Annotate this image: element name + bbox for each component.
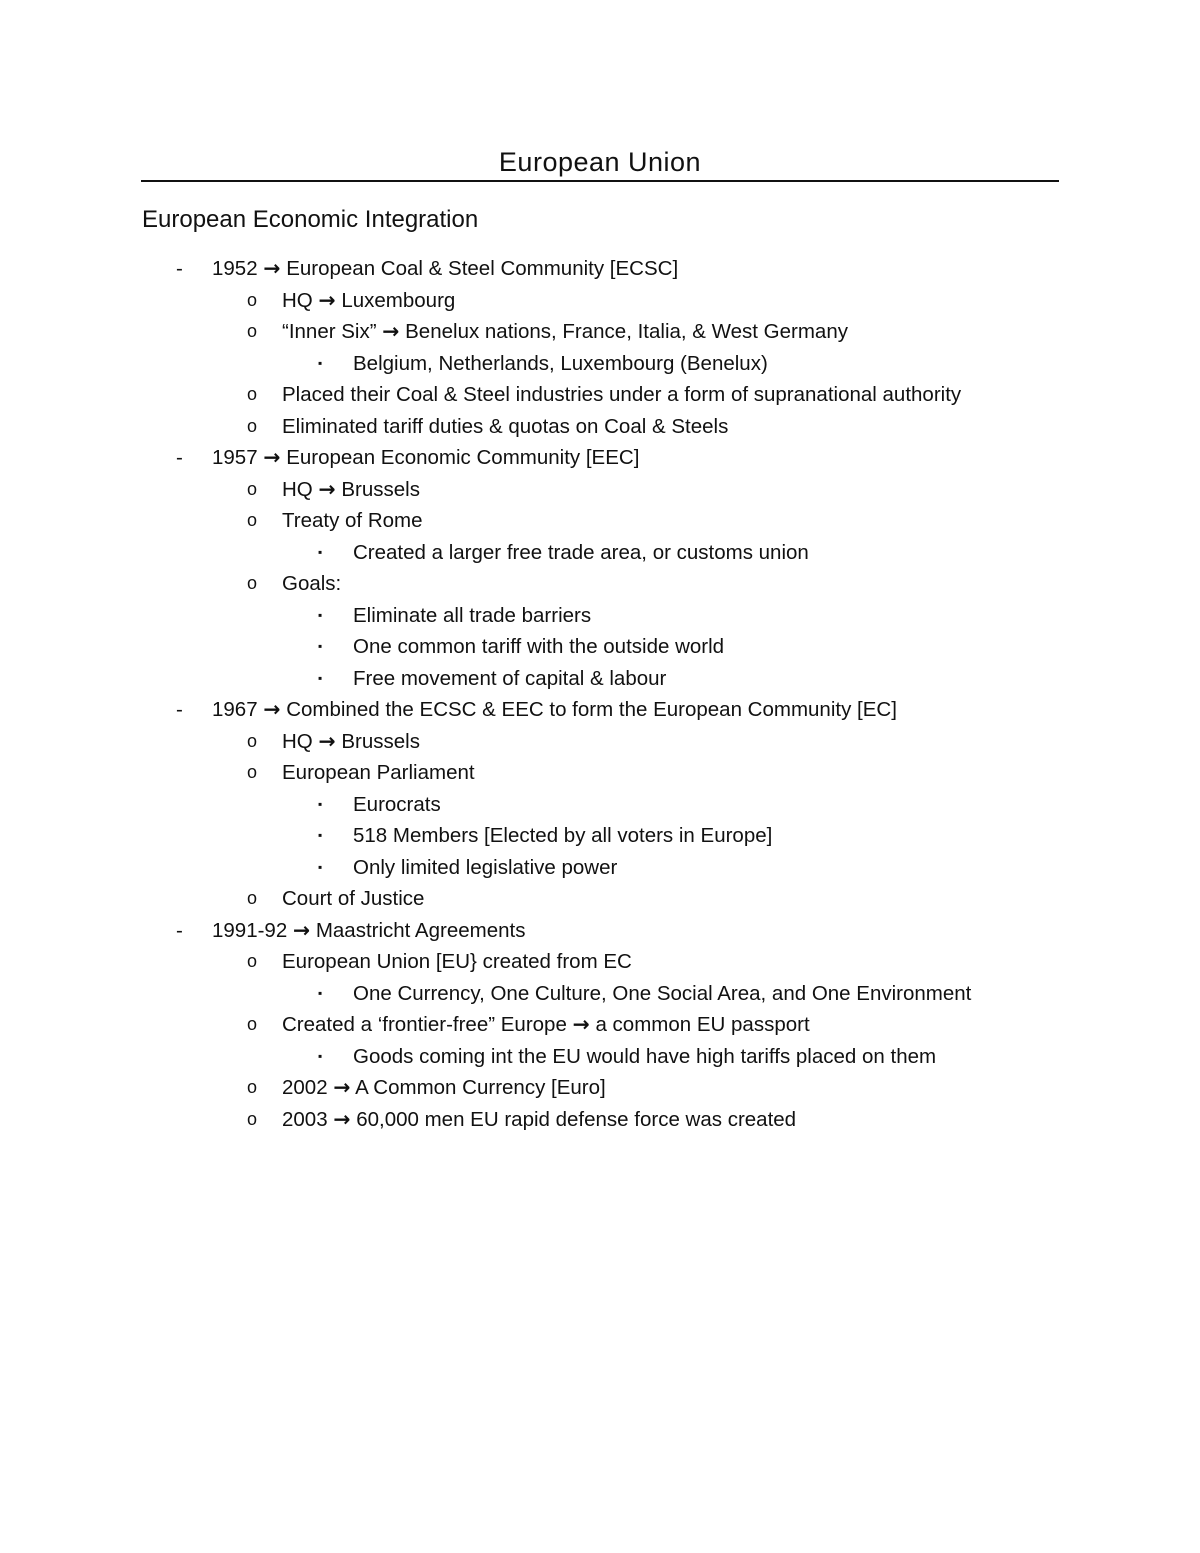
bullet-marker: o: [247, 415, 258, 436]
bullet-marker: o: [247, 384, 258, 404]
title-underline: [141, 180, 1059, 182]
item-text-before-arrow: Created a ‘frontier-free” Europe: [282, 1013, 573, 1036]
outline-item-text: [282, 474, 420, 506]
item-text-before-arrow: HQ: [282, 288, 319, 312]
outline-item-text: Only limited legislative power: [353, 855, 618, 879]
bullet-marker: ▪: [318, 544, 323, 559]
item-text-before-arrow: HQ: [282, 729, 319, 753]
outline-item-level-2: [0, 1104, 1200, 1136]
outline-item-text: [212, 442, 639, 474]
outline-item-text: Eliminate all trade barriers: [353, 603, 592, 627]
outline-item-text: [212, 694, 897, 726]
outline-item-level-2: [0, 757, 1200, 789]
item-text-before-arrow: 2003: [282, 1107, 334, 1131]
outline-item-text: [282, 285, 455, 317]
outline-item-level-2: [0, 1072, 1200, 1104]
outline-item-level-1: [0, 253, 1200, 285]
outline-item-level-2: [0, 316, 1200, 348]
outline-item-level-2: [0, 474, 1200, 506]
bullet-marker: -: [176, 918, 183, 942]
item-text-after-arrow: Brussels: [335, 729, 420, 753]
outline-item-level-2: [0, 1009, 1200, 1041]
outline-item-text: Court of Justice: [282, 887, 425, 910]
bullet-marker: o: [247, 730, 258, 751]
bullet-marker: -: [176, 257, 183, 280]
right-arrow-icon: →: [263, 697, 281, 721]
right-arrow-icon: →: [318, 287, 336, 312]
bullet-marker: o: [247, 1014, 258, 1034]
outline-item-text: Free movement of capital & labour: [353, 666, 667, 690]
outline-item-level-3: [0, 852, 1200, 884]
outline-item-text: Eurocrats: [353, 792, 441, 816]
outline-list: [0, 253, 1200, 1135]
item-text-after-arrow: Benelux nations, France, Italia, & West Germany: [399, 320, 848, 343]
outline-item-level-2: [0, 568, 1200, 600]
item-text-before-arrow: 1952: [212, 257, 264, 280]
item-text-before-arrow: 1957: [212, 446, 264, 469]
right-arrow-icon: →: [318, 728, 336, 753]
outline-item-level-3: [0, 537, 1200, 569]
item-text-after-arrow: a common EU passport: [589, 1013, 810, 1036]
outline-item-text: Goods coming int the EU would have high tariffs placed on them: [353, 1044, 937, 1068]
outline-item-text: European Union [EU} created from EC: [282, 950, 632, 973]
outline-item-level-2: [0, 505, 1200, 537]
outline-item-level-2: [0, 726, 1200, 758]
outline-item-text: [282, 726, 420, 758]
item-text-after-arrow: Maastricht Agreements: [310, 918, 526, 942]
bullet-marker: ▪: [318, 355, 323, 370]
bullet-marker: ▪: [318, 670, 323, 685]
outline-item-text: Created a larger free trade area, or customs union: [353, 540, 809, 564]
item-text-after-arrow: European Economic Community [EEC]: [280, 446, 640, 469]
bullet-marker: o: [247, 321, 258, 341]
page-title: European Union: [498, 147, 702, 177]
item-text-before-arrow: 1967: [212, 698, 264, 721]
item-text-before-arrow: HQ: [282, 477, 319, 501]
outline-item-level-1: [0, 694, 1200, 726]
outline-item-level-3: [0, 600, 1200, 632]
outline-item-level-1: [0, 442, 1200, 474]
outline-item-level-3: [0, 820, 1200, 852]
item-text-after-arrow: A Common Currency [Euro]: [350, 1076, 606, 1099]
outline-item-level-3: [0, 1041, 1200, 1073]
item-text-after-arrow: Combined the ECSC & EEC to form the European Community [EC]: [280, 698, 897, 721]
outline-item-text: [282, 1009, 810, 1041]
bullet-marker: o: [247, 1108, 258, 1129]
item-text-after-arrow: Luxembourg: [335, 288, 456, 312]
outline-item-text: [212, 253, 678, 285]
bullet-marker: o: [247, 888, 258, 908]
bullet-marker: -: [176, 446, 183, 469]
item-text-after-arrow: European Coal & Steel Community [ECSC]: [280, 257, 679, 280]
bullet-marker: ▪: [318, 796, 323, 811]
section-heading: European Economic Integration: [142, 206, 479, 233]
outline-item-level-3: [0, 789, 1200, 821]
outline-item-level-2: [0, 883, 1200, 915]
outline-item-text: 518 Members [Elected by all voters in Europe]: [353, 824, 773, 847]
outline-item-text: [282, 1104, 796, 1136]
item-text-after-arrow: 60,000 men EU rapid defense force was created: [350, 1107, 797, 1131]
right-arrow-icon: →: [333, 1106, 351, 1131]
bullet-marker: o: [247, 573, 258, 593]
outline-item-text: Treaty of Rome: [282, 509, 423, 532]
right-arrow-icon: →: [382, 319, 400, 343]
outline-item-text: Belgium, Netherlands, Luxembourg (Benelux): [353, 351, 768, 375]
item-text-before-arrow: 2002: [282, 1076, 334, 1099]
item-text-before-arrow: “Inner Six”: [282, 320, 383, 343]
bullet-marker: o: [247, 289, 258, 310]
outline-item-level-2: [0, 946, 1200, 978]
right-arrow-icon: →: [572, 1012, 590, 1036]
item-text-after-arrow: Brussels: [335, 477, 420, 501]
outline-item-level-3: [0, 978, 1200, 1010]
outline-item-text: One Currency, One Culture, One Social Area, and One Environment: [353, 981, 972, 1005]
outline-item-level-1: [0, 915, 1200, 947]
outline-item-level-2: [0, 379, 1200, 411]
bullet-marker: o: [247, 478, 258, 499]
bullet-marker: ▪: [318, 639, 323, 653]
bullet-marker: o: [247, 951, 258, 971]
outline-item-text: Goals:: [282, 572, 342, 595]
bullet-marker: o: [247, 762, 258, 782]
outline-item-text: Placed their Coal & Steel industries under a form of supranational authority: [282, 383, 962, 406]
item-text-before-arrow: 1991-92: [212, 918, 293, 942]
outline-item-text: European Parliament: [282, 761, 475, 784]
outline-item-level-2: [0, 411, 1200, 443]
right-arrow-icon: →: [333, 1075, 351, 1099]
bullet-marker: ▪: [318, 985, 323, 1000]
outline-item-level-2: [0, 285, 1200, 317]
outline-item-level-3: [0, 631, 1200, 663]
bullet-marker: ▪: [318, 1048, 323, 1063]
outline-item-text: Eliminated tariff duties & quotas on Coal & Steels: [282, 414, 729, 438]
outline-item-level-3: [0, 348, 1200, 380]
bullet-marker: -: [176, 698, 183, 721]
outline-item-text: [212, 915, 525, 947]
bullet-marker: o: [247, 510, 258, 530]
bullet-marker: ▪: [318, 828, 323, 842]
right-arrow-icon: →: [263, 256, 281, 280]
bullet-marker: o: [247, 1077, 258, 1097]
outline-item-level-3: [0, 663, 1200, 695]
bullet-marker: ▪: [318, 859, 323, 874]
right-arrow-icon: →: [318, 476, 336, 501]
right-arrow-icon: →: [263, 445, 281, 469]
outline-item-text: One common tariff with the outside world: [353, 635, 725, 658]
bullet-marker: ▪: [318, 607, 323, 622]
outline-item-text: [282, 1072, 606, 1104]
right-arrow-icon: →: [292, 917, 311, 942]
outline-item-text: [282, 316, 848, 348]
